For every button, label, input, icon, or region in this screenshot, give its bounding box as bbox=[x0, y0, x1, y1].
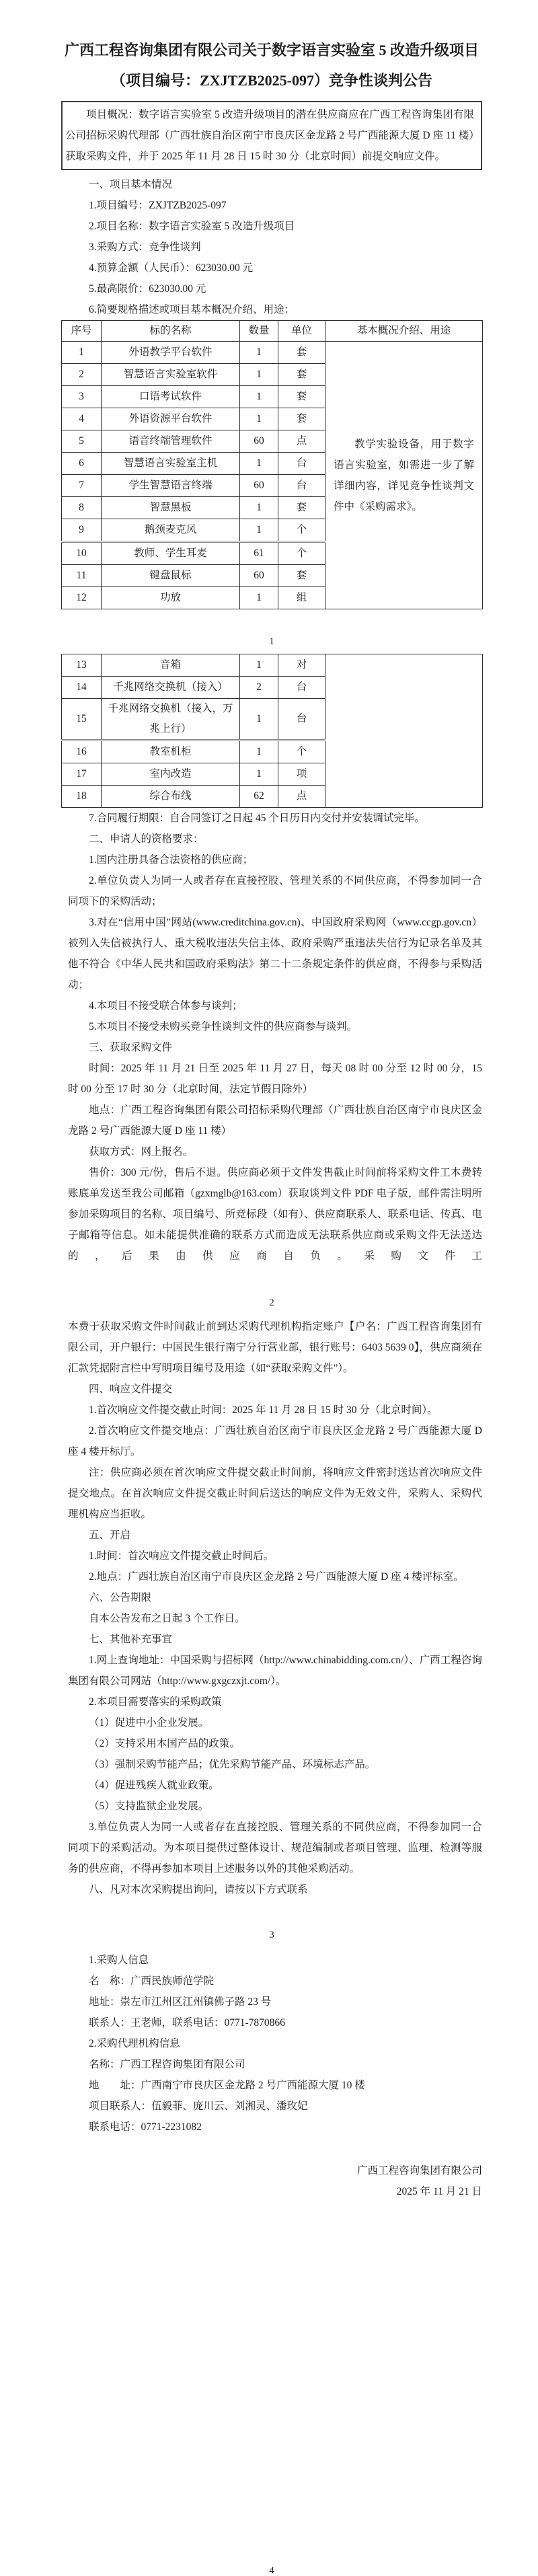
paragraph: 2.单位负责人为同一人或者存在直接控股、管理关系的不同供应商，不得参加同一合同项下的采购活动； bbox=[68, 875, 482, 907]
paragraph: 获取方式：网上报名。 bbox=[89, 1146, 194, 1158]
section-heading: 2.项目名称：数字语言实验室 5 改造升级项目 bbox=[89, 221, 295, 232]
cell-seq: 3 bbox=[62, 386, 102, 408]
paragraph: 3.单位负责人为同一人或者存在直接控股、管理关系的不同供应商，不得参加同一合同项下的采购活动。为本项目提供过整体设计、规范编制或者项目管理、监理、检测等服务的供应商，不得再参加本项目上述服务以外的其他采购活动。 bbox=[68, 1821, 482, 1874]
cell-item-name: 音箱 bbox=[102, 654, 240, 677]
paragraph: 1.网上查询地址：中国采购与招标网（http://www.chinabidding.com.cn/）、广西工程咨询集团有限公司网站（http://www.gxgczxjt.com/）。 bbox=[68, 1655, 482, 1687]
cell-item-name: 外语资源平台软件 bbox=[102, 408, 240, 430]
cell-item-name: 学生智慧语言终端 bbox=[102, 475, 240, 497]
signature-date: 2025 年 11 月 21 日 bbox=[396, 2186, 482, 2197]
cell-unit: 套 bbox=[278, 364, 325, 386]
paragraph: 1.首次响应文件提交截止时间：2025 年 11 月 28 日 15 时 30 分（北京时间）。 bbox=[89, 1404, 438, 1416]
cell-unit: 组 bbox=[278, 587, 325, 609]
paragraph: 名 称：广西民族师范学院 bbox=[89, 1975, 215, 1987]
cell-item-name: 鹅颈麦克风 bbox=[102, 519, 240, 542]
cell-item-name: 外语教学平台软件 bbox=[102, 342, 240, 364]
paragraph: 5.本项目不接受未购买竞争性谈判文件的供应商参与谈判。 bbox=[89, 1021, 358, 1032]
section-heading: 六、公告期限 bbox=[89, 1592, 152, 1603]
cell-item-name: 功放 bbox=[102, 587, 240, 609]
paragraph: 项目联系人：伍毅菲、庞川云、刘湘灵、潘玫妃 bbox=[89, 2100, 308, 2112]
project-overview-text: 项目概况：数字语言实验室 5 改造升级项目的潜在供应商应在广西工程咨询集团有限公司招标采购代理部（广西壮族自治区南宁市良庆区金龙路 2 号广西能源大厦 D 座 11 楼）获取采购文件，并于 2025 年 11 月 28 日 15 时 30 分（北京时间）前提交响应文件。 bbox=[65, 109, 474, 162]
items-table-part1 bbox=[61, 320, 483, 609]
cell-unit: 台 bbox=[278, 475, 325, 497]
paragraph: 1.采购人信息 bbox=[89, 1955, 149, 1966]
cell-qty: 1 bbox=[240, 654, 278, 677]
cell-qty: 1 bbox=[240, 497, 278, 519]
page-number: 4 bbox=[269, 2565, 274, 2576]
cell-seq: 2 bbox=[62, 364, 102, 386]
cell-seq: 5 bbox=[62, 430, 102, 453]
paragraph: 联系人：王老师，联系电话：0771-7870866 bbox=[89, 2017, 285, 2029]
cell-item-name: 教师、学生耳麦 bbox=[102, 542, 240, 565]
cell-unit: 点 bbox=[278, 430, 325, 453]
cell-unit: 台 bbox=[278, 453, 325, 475]
cell-item-name: 千兆网络交换机（接入） bbox=[102, 677, 240, 699]
paragraph: 时间：2025 年 11 月 21 日至 2025 年 11 月 27 日，每天 08 时 00 分至 12 时 00 分，15 时 00 分至 17 时 30 分（北京时间，法定节假日除外） bbox=[68, 1063, 482, 1095]
cell-qty: 1 bbox=[240, 453, 278, 475]
cell-item-name: 语音终端管理软件 bbox=[102, 430, 240, 453]
paragraph: 地址：崇左市江州区江州镇佛子路 23 号 bbox=[89, 1996, 272, 2008]
cell-qty: 60 bbox=[240, 475, 278, 497]
cell-qty: 62 bbox=[240, 786, 278, 808]
table-merged-note: 教学实验设备，用于数字语言实验室，如需进一步了解详细内容，详见竞争性谈判文件中《采购需求》。 bbox=[325, 342, 483, 609]
cell-item-name: 键盘鼠标 bbox=[102, 565, 240, 587]
cell-item-name: 智慧语言实验室主机 bbox=[102, 453, 240, 475]
cell-item-name: 千兆网络交换机（接入，万兆上行） bbox=[102, 699, 240, 741]
table-header-row bbox=[62, 321, 483, 342]
cell-unit: 个 bbox=[278, 542, 325, 565]
paragraph: 2.采购代理机构信息 bbox=[89, 2038, 180, 2049]
section-heading: 5.最高限价：623030.00 元 bbox=[89, 283, 206, 295]
signature-company: 广西工程咨询集团有限公司 bbox=[356, 2165, 482, 2176]
paragraph: 地 址：广西南宁市良庆区金龙路 2 号广西能源大厦 10 楼 bbox=[89, 2080, 365, 2091]
cell-seq: 7 bbox=[62, 475, 102, 497]
cell-seq: 17 bbox=[62, 763, 102, 786]
paragraph: 联系电话：0771-2231082 bbox=[89, 2121, 202, 2133]
cell-unit: 对 bbox=[278, 654, 325, 677]
cell-item-name: 教室机柜 bbox=[102, 741, 240, 763]
cell-unit: 台 bbox=[278, 699, 325, 741]
cell-seq: 18 bbox=[62, 786, 102, 808]
section-heading: 4.预算金额（人民币）：623030.00 元 bbox=[89, 262, 254, 274]
paragraph: 注：供应商必须在首次响应文件提交截止时间前，将响应文件密封送达首次响应文件提交地点。在首次响应文件提交截止时间后送达的响应文件为无效文件，采购人、采购代理机构应当拒收。 bbox=[68, 1467, 482, 1520]
section-heading: 1.项目编号：ZXJTZB2025-097 bbox=[89, 200, 227, 211]
section-heading: 3.采购方式：竞争性谈判 bbox=[89, 241, 201, 253]
section-heading: 一、项目基本情况 bbox=[89, 179, 173, 190]
cell-qty: 1 bbox=[240, 763, 278, 786]
cell-qty: 1 bbox=[240, 342, 278, 364]
cell-unit: 套 bbox=[278, 386, 325, 408]
cell-item-name: 智慧语言实验室软件 bbox=[102, 364, 240, 386]
cell-seq: 1 bbox=[62, 342, 102, 364]
paragraph: 2.首次响应文件提交地点：广西壮族自治区南宁市良庆区金龙路 2 号广西能源大厦 D 座 4 楼开标厅。 bbox=[68, 1425, 482, 1457]
paragraph: 名称：广西工程咨询集团有限公司 bbox=[89, 2059, 245, 2070]
cell-qty: 60 bbox=[240, 565, 278, 587]
cell-qty: 2 bbox=[240, 677, 278, 699]
cell-unit: 套 bbox=[278, 497, 325, 519]
section-heading: 二、申请人的资格要求： bbox=[89, 833, 204, 845]
cell-unit: 个 bbox=[278, 741, 325, 763]
page-title bbox=[61, 0, 482, 96]
cell-seq: 13 bbox=[62, 654, 102, 677]
paragraph: （5）支持监狱企业发展。 bbox=[89, 1801, 209, 1812]
table-header-cell: 标的名称 bbox=[102, 321, 240, 342]
cell-unit: 台 bbox=[278, 677, 325, 699]
paragraph: 2.地点：广西壮族自治区南宁市良庆区金龙路 2 号广西能源大厦 D 座 4 楼评标室。 bbox=[89, 1571, 464, 1583]
cell-seq: 4 bbox=[62, 408, 102, 430]
paragraph: 4.本项目不接受联合体参与谈判； bbox=[89, 1000, 243, 1012]
cell-qty: 1 bbox=[240, 587, 278, 609]
cell-unit: 项 bbox=[278, 763, 325, 786]
cell-qty: 1 bbox=[240, 741, 278, 763]
paragraph: 7.合同履行期限：自合同签订之日起 45 个日历日内交付并安装调试完毕。 bbox=[89, 812, 425, 824]
section-heading: 八、凡对本次采购提出询问，请按以下方式联系 bbox=[89, 1884, 308, 1895]
page-number: 2 bbox=[269, 1297, 274, 1308]
section-heading: 6.简要规格描述或项目基本概况介绍、用途： bbox=[89, 304, 295, 315]
items-table-part2 bbox=[61, 654, 483, 808]
cell-unit: 点 bbox=[278, 786, 325, 808]
table-row bbox=[62, 654, 483, 677]
paragraph: 地点：广西工程咨询集团有限公司招标采购代理部（广西壮族自治区南宁市良庆区金龙路 2 号广西能源大厦 D 座 11 楼） bbox=[68, 1104, 482, 1137]
paragraph: 本费于获取采购文件时间截止前到达采购代理机构指定账户【户名：广西工程咨询集团有限公司，开户银行：中国民生银行南宁分行营业部，银行账号：6403 5639 0】，供应商须在汇款凭据附言栏中写明项目编号及用途（如“获取采购文件”）。 bbox=[68, 1321, 482, 1374]
paragraph: （1）促进中小企业发展。 bbox=[89, 1717, 209, 1729]
cell-qty: 1 bbox=[240, 699, 278, 741]
cell-qty: 1 bbox=[240, 386, 278, 408]
paragraph: 2.本项目需要落实的采购政策 bbox=[89, 1696, 222, 1708]
table-header-cell: 数量 bbox=[240, 321, 278, 342]
cell-qty: 61 bbox=[240, 542, 278, 565]
section-heading: 七、其他补充事宜 bbox=[89, 1634, 173, 1645]
cell-unit: 个 bbox=[278, 519, 325, 542]
section-heading: 五、开启 bbox=[89, 1529, 131, 1541]
cell-seq: 15 bbox=[62, 699, 102, 741]
cell-qty: 1 bbox=[240, 408, 278, 430]
paragraph: （3）强制采购节能产品；优先采购节能产品、环境标志产品。 bbox=[89, 1759, 376, 1770]
page-number: 1 bbox=[269, 636, 274, 647]
paragraph: 1.国内注册具备合法资格的供应商； bbox=[89, 854, 254, 866]
cell-item-name: 室内改造 bbox=[102, 763, 240, 786]
cell-seq: 6 bbox=[62, 453, 102, 475]
table-header-cell: 序号 bbox=[62, 321, 102, 342]
cell-seq: 8 bbox=[62, 497, 102, 519]
cell-seq: 10 bbox=[62, 542, 102, 565]
cell-seq: 12 bbox=[62, 587, 102, 609]
cell-item-name: 综合布线 bbox=[102, 786, 240, 808]
paragraph: 1.时间：首次响应文件提交截止时间后。 bbox=[89, 1550, 274, 1562]
section-heading: 三、获取采购文件 bbox=[89, 1042, 173, 1053]
paragraph: 3.对在“信用中国”网站(www.creditchina.gov.cn)、中国政府采购网（www.ccgp.gov.cn）被列入失信被执行人、重大税收违法失信主体、政府采购严重违法失信行为记录名单及其他不符合《中华人民共和国政府采购法》第二十二条规定条件的供应商，不得参与采购活动； bbox=[68, 917, 482, 991]
cell-qty: 60 bbox=[240, 430, 278, 453]
cell-qty: 1 bbox=[240, 364, 278, 386]
table-merged-empty bbox=[325, 654, 483, 808]
cell-seq: 11 bbox=[62, 565, 102, 587]
table-header-cell: 基本概况介绍、用途 bbox=[325, 321, 483, 342]
paragraph: 自本公告发布之日起 3 个工作日。 bbox=[89, 1613, 245, 1624]
table-header-cell: 单位 bbox=[278, 321, 325, 342]
project-overview-box bbox=[61, 101, 482, 170]
section-heading: 四、响应文件提交 bbox=[89, 1384, 173, 1395]
paragraph: （2）支持采用本国产品的政策。 bbox=[89, 1738, 240, 1749]
paragraph: 售价：300 元/份，售后不退。供应商必须于文件发售截止时间前将采购文件工本费转账底单发送至我公司邮箱（gzxmglb@163.com）获取谈判文件 PDF 电子版，邮件需注明所参加采购项目的名称、项目编号、所竞标段（如有）、供应商联系人、联系电话、传真、电子邮箱等信息。如未能提供准确的联系方式而造成无法联系供应商或采购文件无法送达的，后果由供应商自负。采购文件工 bbox=[68, 1167, 482, 1262]
title-line-1: 广西工程咨询集团有限公司关于数字语言实验室 5 改造升级项目 bbox=[64, 42, 479, 59]
cell-unit: 套 bbox=[278, 565, 325, 587]
cell-unit: 套 bbox=[278, 342, 325, 364]
cell-item-name: 口语考试软件 bbox=[102, 386, 240, 408]
table-row bbox=[62, 342, 483, 364]
paragraph: （4）促进残疾人就业政策。 bbox=[89, 1780, 219, 1791]
cell-qty: 1 bbox=[240, 519, 278, 542]
cell-unit: 套 bbox=[278, 408, 325, 430]
cell-seq: 9 bbox=[62, 519, 102, 542]
title-line-2: （项目编号：ZXJTZB2025-097）竞争性谈判公告 bbox=[111, 72, 432, 89]
cell-item-name: 智慧黑板 bbox=[102, 497, 240, 519]
cell-seq: 14 bbox=[62, 677, 102, 699]
document-body bbox=[61, 174, 482, 2576]
page-number: 3 bbox=[269, 1930, 274, 1940]
cell-seq: 16 bbox=[62, 741, 102, 763]
